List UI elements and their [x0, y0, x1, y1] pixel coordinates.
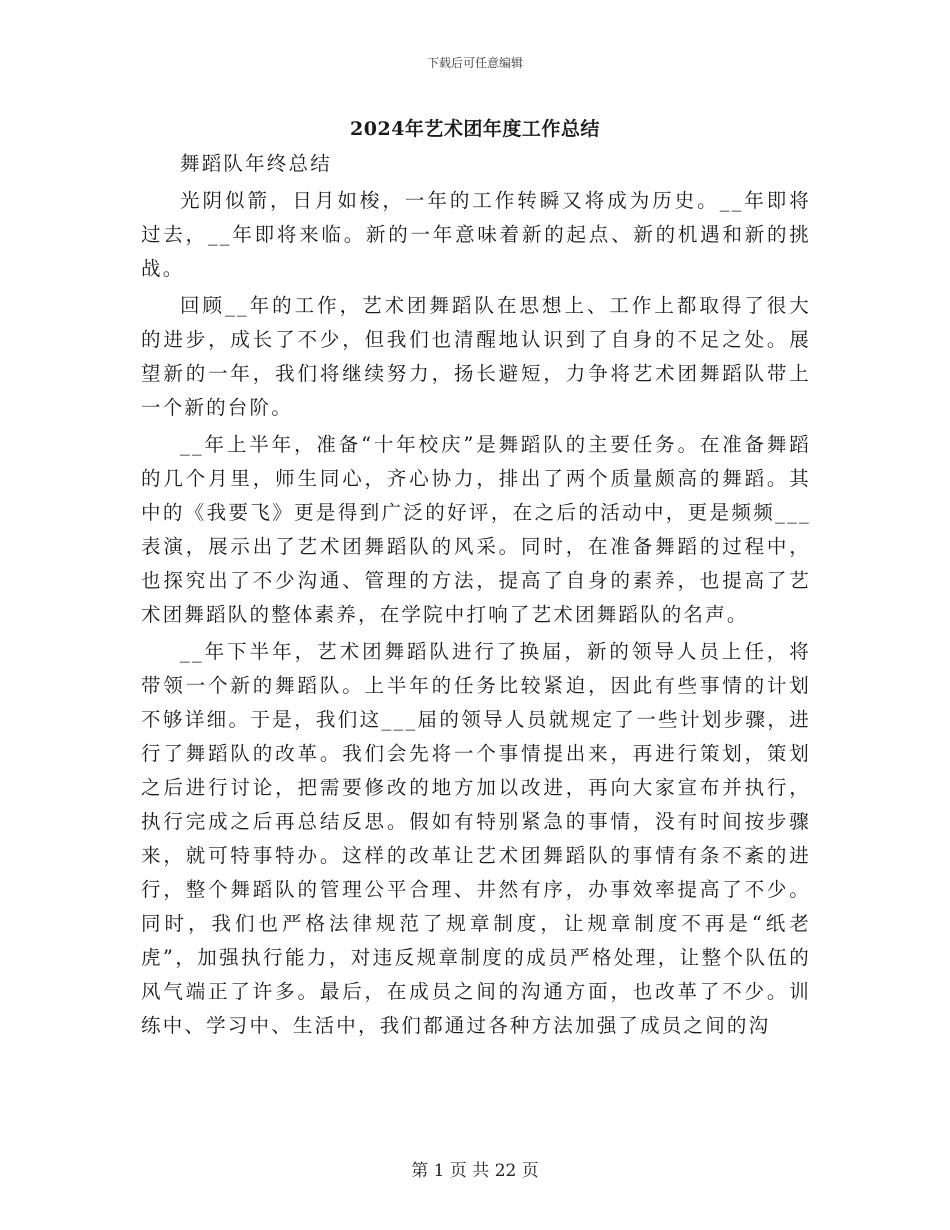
paragraph: __年上半年，准备“十年校庆”是舞蹈队的主要任务。在准备舞蹈的几个月里，师生同心，齐心协力，排出了两个质量颇高的舞蹈。其中的《我要飞》更是得到广泛的好评，在之后的活动中，更是频频___表演，展示出了艺术团舞蹈队的风采。同时，在准备舞蹈的过程中，也探究出了不少沟通、管理的方法，提高了自身的素养，也提高了艺术团舞蹈队的整体素养，在学院中打响了艺术团舞蹈队的名声。 — [141, 433, 811, 626]
paragraph: 回顾__年的工作，艺术团舞蹈队在思想上、工作上都取得了很大的进步，成长了不少，但我们也清醒地认识到了自身的不足之处。展望新的一年，我们将继续努力，扬长避短，力争将艺术团舞蹈队带上一个新的台阶。 — [141, 294, 811, 419]
download-note: 下载后可任意编辑 — [426, 56, 523, 70]
section-subtitle: 舞蹈队年终总结 — [180, 152, 332, 175]
paragraph: 光阴似箭，日月如梭，一年的工作转瞬又将成为历史。__年即将过去，__年即将来临。新的一年意味着新的起点、新的机遇和新的挑战。 — [141, 189, 811, 280]
document-body — [141, 147, 811, 1043]
page-number: 第 1 页 共 22 页 — [411, 1161, 539, 1181]
paragraph: __年下半年，艺术团舞蹈队进行了换届，新的领导人员上任，将带领一个新的舞蹈队。上半年的任务比较紧迫，因此有些事情的计划不够详细。于是，我们这___届的领导人员就规定了一些计划步骤，进行了舞蹈队的改革。我们会先将一个事情提出来，再进行策划，策划之后进行讨论，把需要修改的地方加以改进，再向大家宣布并执行，执行完成之后再总结反思。假如有特别紧急的事情，没有时间按步骤来，就可特事特办。这样的改革让艺术团舞蹈队的事情有条不紊的进行，整个舞蹈队的管理公平合理、井然有序，办事效率提高了不少。同时，我们也严格法律规范了规章制度，让规章制度不再是“纸老虎”，加强执行能力，对违反规章制度的成员严格处理，让整个队伍的风气端正了许多。最后，在成员之间的沟通方面，也改革了不少。训练中、学习中、生活中，我们都通过各种方法加强了成员之间的沟 — [141, 640, 811, 1037]
document-title: 2024年艺术团年度工作总结 — [350, 118, 600, 140]
